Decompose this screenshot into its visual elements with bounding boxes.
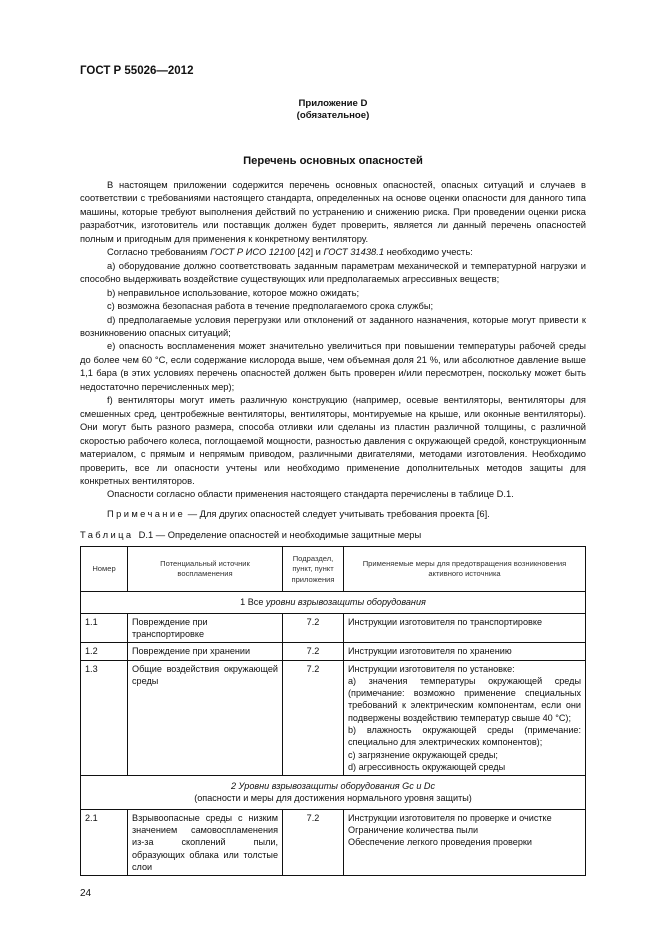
measure-line: c) загрязнение окружающей среды; bbox=[348, 749, 498, 760]
measure-line: a) значения температуры окружающей среды (примечание: возможно применение специальных требований к электрическим компонентам, если они подвержены воздействию температур свыше 40 °С); bbox=[348, 675, 581, 723]
measure-line: b) влажность окружающей среды (примечание: специально для электрических компонентов); bbox=[348, 725, 581, 748]
list-item: b) неправильное использование, которое можно ожидать; bbox=[107, 287, 360, 298]
section-1-heading bbox=[81, 592, 586, 613]
row-clause: 7.2 bbox=[283, 643, 344, 660]
row-measures bbox=[344, 660, 586, 776]
section-subtitle: (опасности и меры для достижения нормального уровня защиты) bbox=[194, 793, 472, 804]
section-row bbox=[81, 592, 586, 613]
row-source: Повреждение при транспортировке bbox=[128, 613, 283, 643]
standard-reference: ГОСТ 31438.1 bbox=[323, 247, 385, 258]
list-item: f) вентиляторы могут иметь различную конструкцию (например, осевые вентиляторы, вентиляторы для смешенных сред, центробежные вентиляторы, вентиляторы, монтируемые на крыше, или оконные вентиляторы). Они могут быть разного размера, способа отливки или сделаны из пластин различной толщины, с различной скоростью рабочего колеса, поглощаемой мощности, разностью давления с окружающей средой, конструкционным материалом, с прямым и непрямым приводом, различными двигателями, методами изготовления. Необходимо проверить, все ли опасности учтены или необходимо применение дополнительных методов защиты для конкретных вентиляторов. bbox=[80, 395, 586, 486]
table-row bbox=[81, 809, 586, 875]
measure-line: d) агрессивность окружающей среды bbox=[348, 761, 506, 772]
row-measures: Инструкции изготовителя по транспортировке bbox=[344, 613, 586, 643]
row-source: Повреждение при хранении bbox=[128, 643, 283, 660]
note bbox=[80, 508, 586, 521]
row-measures bbox=[344, 809, 586, 875]
row-number: 1.2 bbox=[81, 643, 128, 660]
table-row bbox=[81, 643, 586, 660]
annex-status: (обязательное) bbox=[296, 110, 370, 121]
measure-line: Инструкции изготовителя по установке: bbox=[348, 663, 515, 674]
table-row bbox=[81, 613, 586, 643]
measure-line: Инструкции изготовителя по проверке и очистке bbox=[348, 812, 552, 823]
note-text: — Для других опасностей следует учитывать требования проекта [6]. bbox=[185, 508, 490, 519]
text: [42] и bbox=[294, 247, 324, 258]
document-id: ГОСТ Р 55026—2012 bbox=[80, 65, 194, 77]
table-reference: Опасности согласно области применения настоящего стандарта перечислены в таблице D.1. bbox=[107, 489, 514, 500]
list-item: a) оборудование должно соответствовать заданным параметрам механической и температурной нагрузки и способно выдерживать воздействие существующих или предполагаемых агрессивных веществ; bbox=[80, 260, 586, 285]
list-item: c) возможна безопасная работа в течение предполагаемого срока службы; bbox=[107, 301, 434, 312]
list-item: d) предполагаемые условия перегрузки или отклонений от заданного назначения, которые могут привести к возникновению опасных ситуаций; bbox=[80, 314, 586, 338]
standard-reference: ГОСТ Р ИСО 12100 bbox=[210, 247, 295, 258]
note-label: Примечание bbox=[107, 508, 186, 519]
measure-line: Обеспечение легкого проведения проверки bbox=[348, 837, 532, 848]
section-title: уровни взрывозащиты оборудования bbox=[265, 597, 426, 608]
row-source: Взрывоопасные среды с низким значением самовоспламенения из-за скоплений пыли, образующих облака или толстые слои bbox=[128, 809, 283, 875]
section-title: 2 Уровни взрывозащиты оборудования Gc и Dc bbox=[230, 781, 436, 792]
section-number: 1 Все bbox=[240, 597, 266, 608]
annex-title: Перечень основных опасностей bbox=[243, 155, 423, 167]
row-number: 2.1 bbox=[81, 809, 128, 875]
row-clause: 7.2 bbox=[283, 809, 344, 875]
caption-text: D.1 — Определение опасностей и необходимые защитные меры bbox=[133, 530, 422, 541]
table-caption bbox=[80, 529, 586, 541]
header-measures: Применяемые меры для предотвращения возникновения активного источника bbox=[344, 547, 586, 592]
row-number: 1.1 bbox=[81, 613, 128, 643]
body-text bbox=[80, 179, 586, 521]
header-source: Потенциальный источник воспламенения bbox=[128, 547, 283, 592]
table-header-row bbox=[81, 547, 586, 592]
row-clause: 7.2 bbox=[283, 613, 344, 643]
requirements-paragraph bbox=[80, 246, 586, 259]
list-item: e) опасность воспламенения может значительно увеличиться при повышении температуры рабочей среды до более чем 60 °С, если содержание кислорода выше, чем объемная доля 21 %, или абсолютное давление выше 1,1 бара (в этих условиях перечень опасностей должен быть проверен и/или пересмотрен, поскольку может быть недостаточно перечисленных мер); bbox=[80, 341, 586, 392]
row-clause: 7.2 bbox=[283, 660, 344, 776]
caption-label: Таблица bbox=[80, 530, 134, 541]
section-2-heading bbox=[81, 776, 586, 810]
measure-line: Ограничение количества пыли bbox=[348, 825, 479, 836]
annex-label: Приложение D bbox=[298, 98, 368, 109]
page-number: 24 bbox=[80, 888, 92, 900]
row-source: Общие воздействия окружающей среды bbox=[128, 660, 283, 776]
row-measures: Инструкции изготовителя по хранению bbox=[344, 643, 586, 660]
annex-heading bbox=[80, 98, 586, 122]
header-number: Номер bbox=[81, 547, 128, 592]
text: Согласно требованиям bbox=[107, 247, 211, 258]
intro-paragraph: В настоящем приложении содержится перечень основных опасностей, опасных ситуаций и случаев в соответствии с требованиями настоящего стандарта, определенных на основе оценки опасности для данного типа машины, которые требуют выполнения действий по устранению и снижению риска. При проведении оценки риска разработчик, изготовитель или поставщик должен будет проверить, является ли данный перечень опасностей полным и пригодным для применения к конкретному вентилятору. bbox=[80, 180, 586, 244]
hazards-table bbox=[80, 546, 586, 876]
header-clause: Подраздел, пункт, пункт приложения bbox=[283, 547, 344, 592]
section-row bbox=[81, 776, 586, 810]
text: необходимо учесть: bbox=[384, 247, 473, 258]
table-row bbox=[81, 660, 586, 776]
document-page bbox=[80, 0, 586, 940]
row-number: 1.3 bbox=[81, 660, 128, 776]
